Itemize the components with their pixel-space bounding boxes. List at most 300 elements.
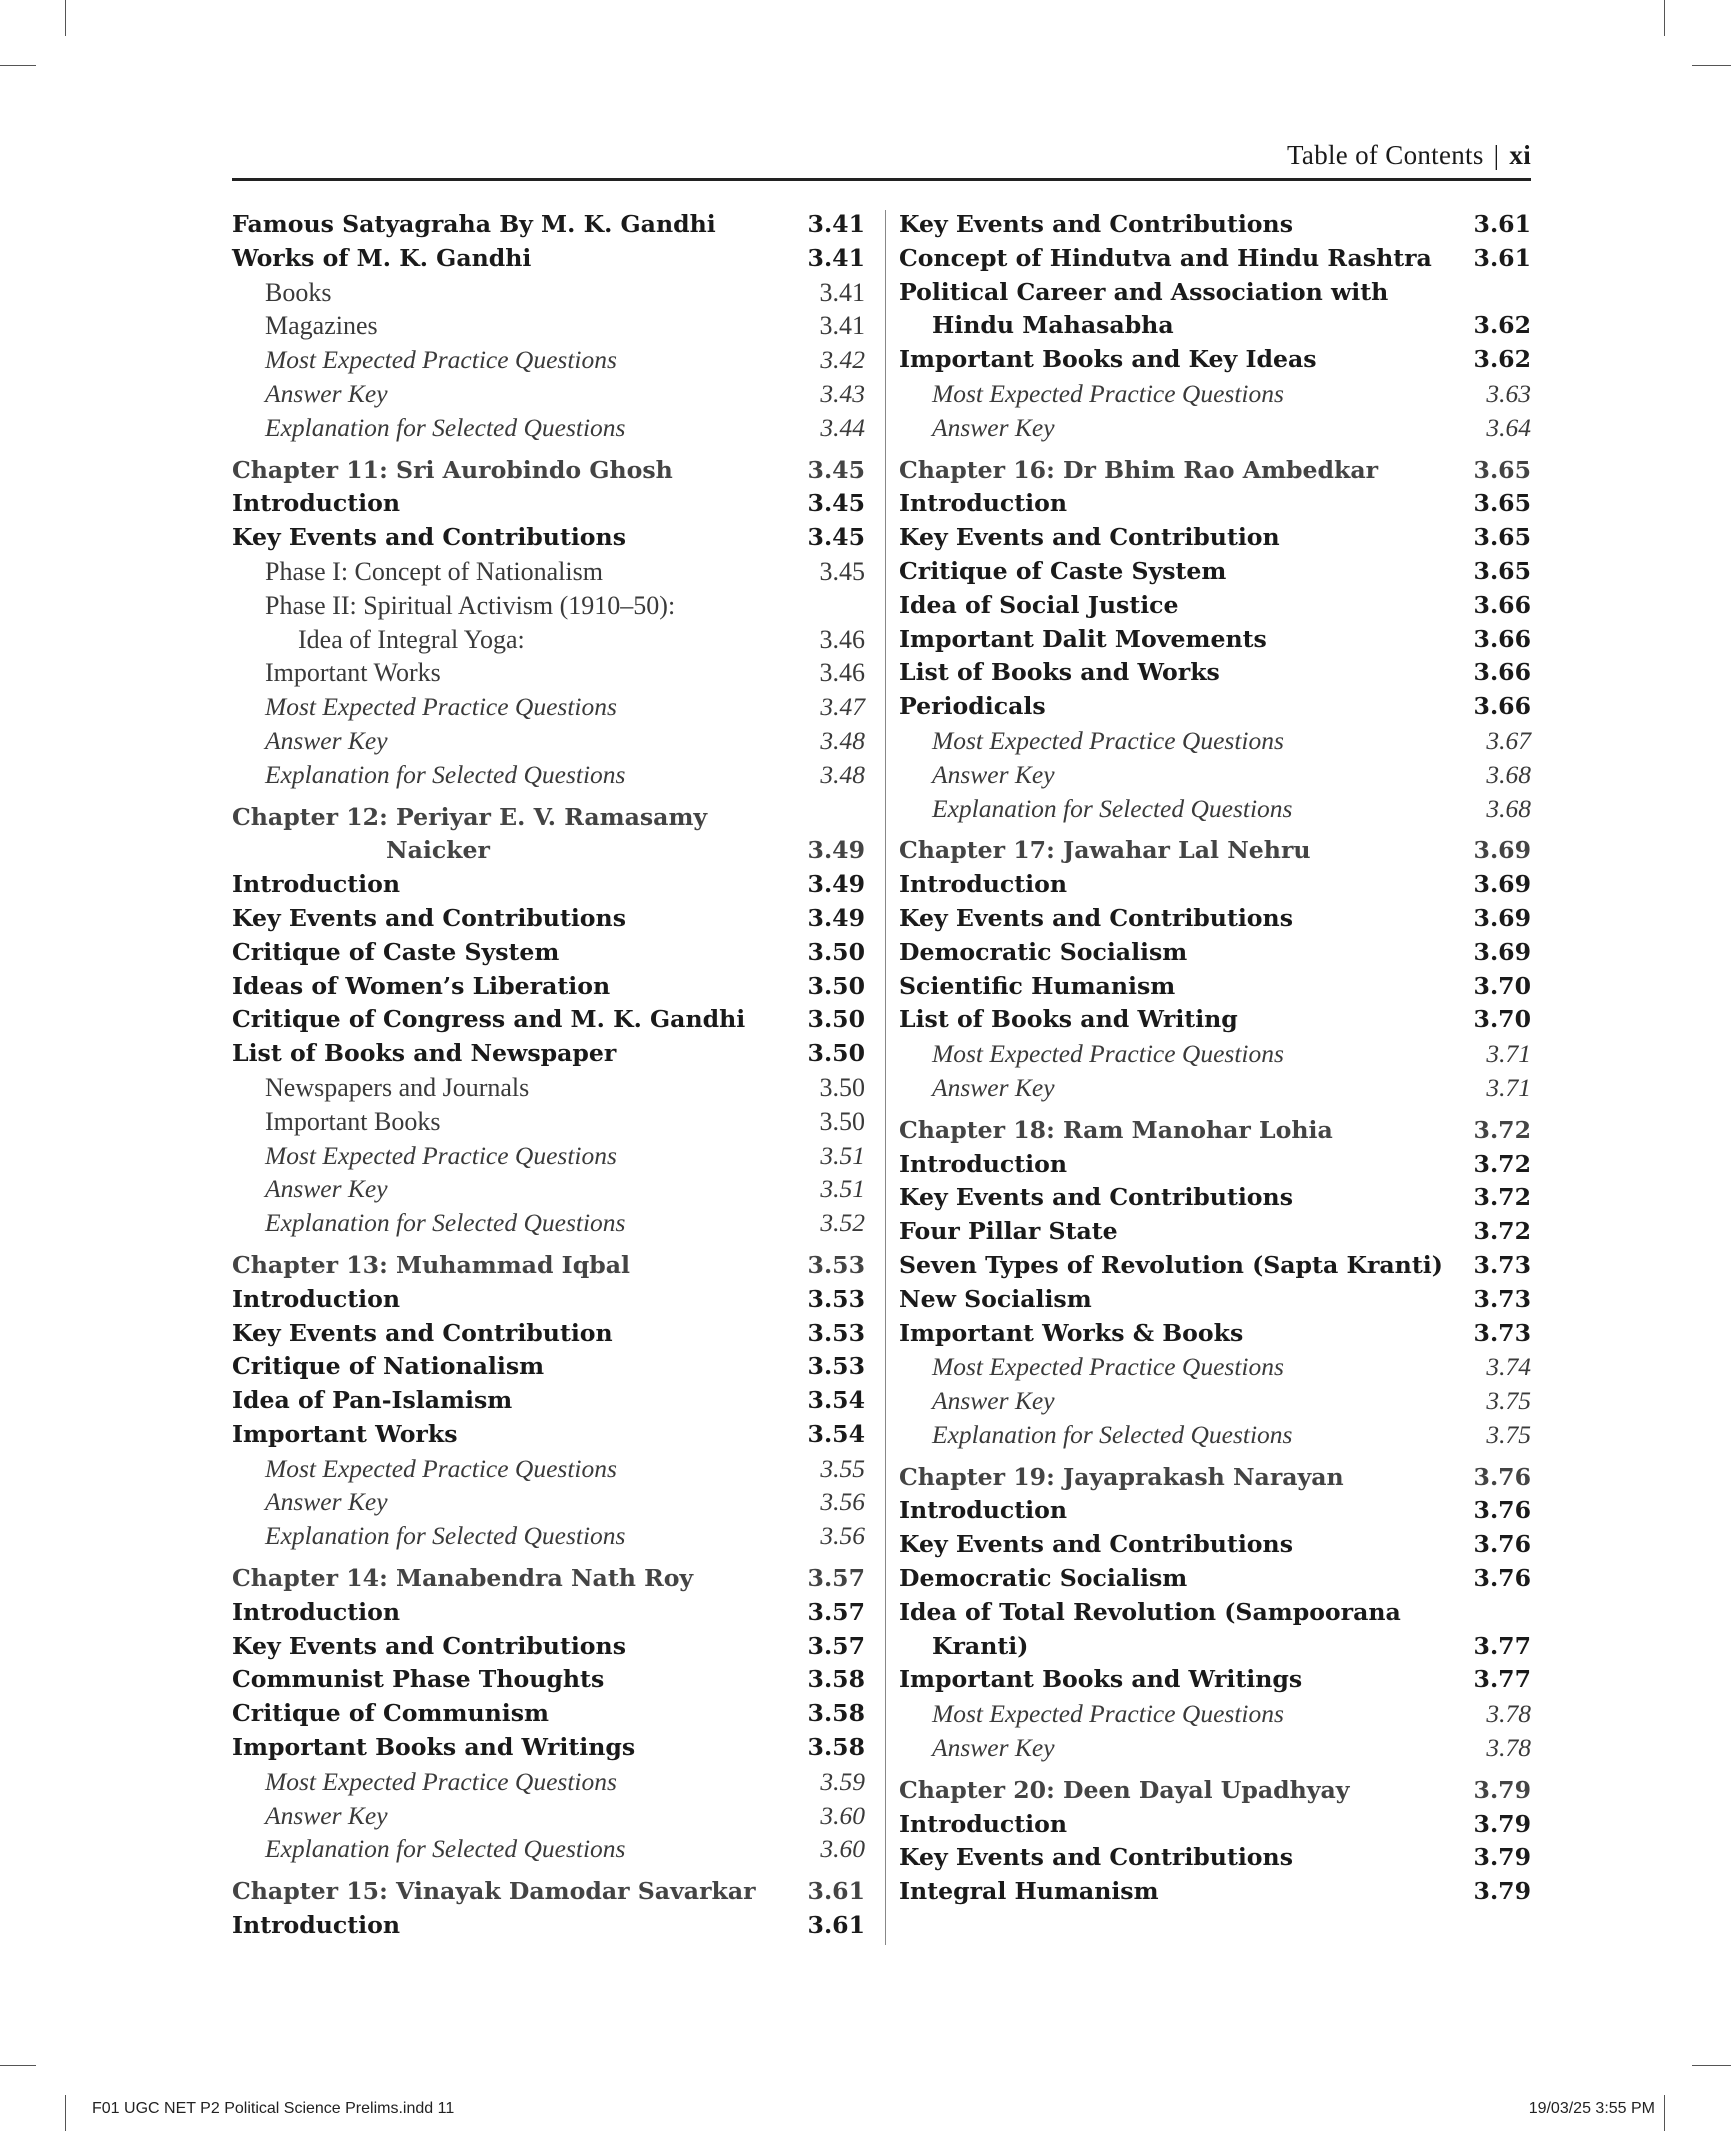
toc-entry	[232, 623, 865, 657]
toc-entry	[232, 1765, 865, 1799]
toc-page-number: 3.65	[1473, 489, 1531, 518]
toc-entry-title: Naicker	[386, 836, 490, 865]
toc-entry	[232, 1731, 865, 1765]
toc-entry	[899, 208, 1531, 242]
toc-entry	[899, 555, 1531, 589]
toc-page-number: 3.58	[807, 1665, 865, 1694]
toc-entry-title: Critique of Caste System	[232, 937, 560, 966]
toc-entry-title: Critique of Caste System	[899, 556, 1227, 585]
toc-entry-title: Chapter 17: Jawahar Lal Nehru	[899, 836, 1311, 865]
toc-entry-title: Introduction	[232, 870, 401, 899]
toc-entry-title: Phase II: Spiritual Activism (1910–50):	[265, 590, 676, 620]
toc-page-number: 3.46	[819, 658, 865, 688]
toc-entry	[232, 1697, 865, 1731]
toc-entry-title: Important Works & Books	[899, 1318, 1244, 1347]
toc-page-number: 3.61	[807, 1911, 865, 1940]
toc-entry-title: Answer Key	[265, 1487, 388, 1517]
toc-entry	[232, 1452, 865, 1486]
toc-entry	[232, 1909, 865, 1943]
toc-entry-title: Key Events and Contributions	[899, 1183, 1293, 1212]
toc-page-number: 3.76	[1473, 1462, 1531, 1491]
toc-page-number: 3.46	[819, 624, 865, 654]
toc-entry-title: Answer Key	[265, 725, 388, 755]
toc-page-number: 3.61	[1473, 243, 1531, 272]
toc-entry	[232, 1172, 865, 1206]
toc-page-number: 3.41	[807, 210, 865, 238]
toc-entry-title: List of Books and Works	[899, 658, 1220, 687]
toc-page-number: 3.79	[1473, 1775, 1531, 1804]
toc-entry-title: Periodicals	[899, 692, 1046, 721]
toc-entry-title: Explanation for Selected Questions	[265, 1521, 626, 1551]
toc-entry	[899, 589, 1531, 623]
toc-page-number: 3.52	[820, 1208, 865, 1238]
toc-left-column	[232, 208, 865, 1943]
toc-entry-title: New Socialism	[899, 1284, 1092, 1313]
toc-entry-title: Answer Key	[932, 759, 1055, 789]
toc-chapter-heading	[232, 454, 865, 488]
toc-page-number: 3.45	[807, 489, 865, 518]
toc-chapter-heading	[899, 1774, 1531, 1808]
toc-entry	[899, 487, 1531, 521]
toc-entry	[899, 1283, 1531, 1317]
toc-entry	[899, 1181, 1531, 1215]
toc-page-number: 3.79	[1473, 1843, 1531, 1872]
toc-page-number: 3.50	[807, 937, 865, 966]
toc-entry	[899, 1731, 1531, 1765]
toc-entry-title: Most Expected Practice Questions	[265, 345, 617, 375]
toc-entry	[899, 343, 1531, 377]
toc-entry-title: Key Events and Contributions	[232, 1631, 626, 1660]
toc-page-number: 3.49	[807, 870, 865, 899]
toc-entry	[232, 589, 865, 623]
toc-page-number: 3.73	[1473, 1284, 1531, 1313]
toc-entry	[899, 656, 1531, 690]
toc-entry	[232, 1071, 865, 1105]
toc-page-number: 3.75	[1486, 1419, 1531, 1449]
toc-page-number: 3.75	[1486, 1386, 1531, 1416]
toc-chapter-heading	[899, 1461, 1531, 1495]
toc-entry-title: Key Events and Contribution	[899, 523, 1280, 552]
toc-entry	[232, 758, 865, 792]
toc-entry-title: Ideas of Women’s Liberation	[232, 971, 611, 1000]
toc-entry	[232, 1003, 865, 1037]
toc-entry-title: Critique of Congress and M. K. Gandhi	[232, 1005, 746, 1034]
toc-page-number: 3.65	[1473, 556, 1531, 585]
toc-page-number: 3.78	[1486, 1699, 1531, 1729]
toc-entry	[899, 521, 1531, 555]
toc-page-number: 3.50	[807, 971, 865, 1000]
toc-entry-title: Political Career and Association with	[899, 277, 1389, 306]
toc-entry-title: Critique of Communism	[232, 1699, 549, 1728]
toc-entry-title: Answer Key	[265, 1800, 388, 1830]
crop-mark	[1664, 2095, 1665, 2131]
toc-entry	[899, 970, 1531, 1004]
toc-page-number: 3.54	[807, 1386, 865, 1415]
toc-entry	[899, 1562, 1531, 1596]
toc-page-number: 3.53	[807, 1284, 865, 1313]
toc-page-number: 3.54	[807, 1419, 865, 1448]
toc-entry-title: Explanation for Selected Questions	[265, 1834, 626, 1864]
toc-page-number: 3.45	[807, 455, 865, 484]
toc-entry	[899, 1317, 1531, 1351]
toc-entry-title: Key Events and Contributions	[232, 523, 626, 552]
header-rule	[232, 178, 1531, 181]
toc-chapter-heading	[899, 834, 1531, 868]
toc-entry-title: Concept of Hindutva and Hindu Rashtra	[899, 243, 1432, 272]
toc-entry-title: Most Expected Practice Questions	[932, 725, 1284, 755]
toc-entry-title: Answer Key	[265, 1174, 388, 1204]
toc-entry	[232, 343, 865, 377]
toc-page-number: 3.51	[820, 1140, 865, 1170]
toc-page-number: 3.47	[820, 692, 865, 722]
toc-page-number: 3.71	[1486, 1072, 1531, 1102]
toc-entry-title: Chapter 18: Ram Manohar Lohia	[899, 1115, 1333, 1144]
toc-page-number: 3.56	[820, 1487, 865, 1517]
toc-entry	[232, 1206, 865, 1240]
toc-entry-title: Books	[265, 277, 332, 307]
toc-entry	[232, 690, 865, 724]
toc-entry	[899, 1148, 1531, 1182]
toc-entry	[232, 1283, 865, 1317]
toc-entry	[232, 1485, 865, 1519]
toc-entry	[232, 1596, 865, 1630]
toc-entry	[899, 276, 1531, 310]
toc-entry-title: Democratic Socialism	[899, 937, 1188, 966]
toc-entry-title: Works of M. K. Gandhi	[232, 243, 532, 272]
toc-entry	[899, 758, 1531, 792]
toc-entry-title: Answer Key	[932, 412, 1055, 442]
toc-entry-title: List of Books and Newspaper	[232, 1039, 617, 1068]
toc-entry	[232, 1384, 865, 1418]
toc-entry-title: Introduction	[232, 1911, 401, 1940]
toc-entry-title: Chapter 15: Vinayak Damodar Savarkar	[232, 1877, 756, 1906]
toc-entry	[232, 1799, 865, 1833]
toc-page-number: 3.69	[1473, 903, 1531, 932]
toc-entry	[899, 1875, 1531, 1909]
toc-entry-title: Important Books and Key Ideas	[899, 345, 1317, 374]
toc-entry	[899, 1808, 1531, 1842]
toc-page-number: 3.48	[820, 725, 865, 755]
toc-page-number: 3.45	[819, 556, 865, 586]
toc-entry	[899, 309, 1531, 343]
toc-page-number: 3.68	[1486, 793, 1531, 823]
toc-entry-title: Scientific Humanism	[899, 971, 1176, 1000]
toc-page-number: 3.61	[807, 1877, 865, 1906]
toc-entry-title: Critique of Nationalism	[232, 1352, 545, 1381]
toc-entry	[232, 936, 865, 970]
toc-entry	[899, 868, 1531, 902]
toc-page-number: 3.58	[807, 1699, 865, 1728]
crop-mark	[1664, 0, 1665, 36]
toc-entry-title: Most Expected Practice Questions	[932, 1352, 1284, 1382]
toc-entry-title: Chapter 20: Deen Dayal Upadhyay	[899, 1775, 1350, 1804]
toc-page-number: 3.69	[1473, 870, 1531, 899]
toc-entry	[899, 1494, 1531, 1528]
toc-page-number: 3.73	[1473, 1250, 1531, 1279]
toc-entry	[899, 1249, 1531, 1283]
toc-entry-title: Key Events and Contributions	[232, 903, 626, 932]
toc-chapter-heading	[232, 1562, 865, 1596]
toc-entry	[232, 411, 865, 445]
toc-page-number: 3.60	[820, 1834, 865, 1864]
toc-entry	[899, 1215, 1531, 1249]
toc-entry	[232, 276, 865, 310]
toc-entry-title: Important Works	[265, 658, 441, 688]
toc-page-number: 3.60	[820, 1800, 865, 1830]
toc-page-number: 3.41	[807, 243, 865, 272]
crop-mark	[0, 65, 36, 66]
toc-entry-title: Chapter 12: Periyar E. V. Ramasamy	[232, 802, 708, 831]
toc-entry-title: Important Works	[232, 1419, 458, 1448]
toc-chapter-heading	[232, 801, 865, 835]
toc-entry	[899, 1841, 1531, 1875]
toc-entry-title: Explanation for Selected Questions	[932, 793, 1293, 823]
toc-page-number: 3.72	[1473, 1115, 1531, 1144]
toc-page-number: 3.45	[807, 523, 865, 552]
toc-entry	[899, 242, 1531, 276]
crop-mark	[0, 2065, 36, 2066]
toc-entry-title: Important Dalit Movements	[899, 624, 1267, 653]
toc-entry-title: Newspapers and Journals	[265, 1072, 530, 1102]
toc-page-number: 3.51	[820, 1174, 865, 1204]
toc-page-number: 3.76	[1473, 1496, 1531, 1525]
toc-entry-title: Most Expected Practice Questions	[265, 692, 617, 722]
toc-entry-title: Key Events and Contributions	[899, 1843, 1293, 1872]
running-head-title: Table of Contents	[1287, 140, 1484, 170]
toc-entry-title: Answer Key	[265, 378, 388, 408]
toc-entry	[899, 724, 1531, 758]
toc-entry	[899, 1384, 1531, 1418]
toc-page-number: 3.66	[1473, 692, 1531, 721]
toc-entry	[899, 792, 1531, 826]
toc-page-number: 3.53	[807, 1318, 865, 1347]
toc-entry-title: Most Expected Practice Questions	[932, 1699, 1284, 1729]
toc-entry-title: Introduction	[899, 489, 1068, 518]
toc-page-number: 3.68	[1486, 759, 1531, 789]
column-divider	[885, 210, 886, 1945]
toc-entry-title: Explanation for Selected Questions	[932, 1419, 1293, 1449]
toc-entry	[232, 656, 865, 690]
toc-page-number: 3.41	[819, 311, 865, 341]
toc-page-number: 3.50	[819, 1106, 865, 1136]
toc-page-number: 3.65	[1473, 455, 1531, 484]
toc-page-number: 3.79	[1473, 1877, 1531, 1906]
toc-entry-title: Idea of Integral Yoga:	[298, 624, 525, 654]
toc-entry-title: Answer Key	[932, 1386, 1055, 1416]
toc-entry-title: Integral Humanism	[899, 1877, 1159, 1906]
toc-chapter-heading	[232, 1249, 865, 1283]
toc-page-number: 3.70	[1473, 1005, 1531, 1034]
toc-entry-title: List of Books and Writing	[899, 1005, 1238, 1034]
toc-entry-title: Famous Satyagraha By M. K. Gandhi	[232, 210, 716, 238]
toc-entry	[232, 970, 865, 1004]
crop-mark	[1692, 2065, 1731, 2066]
toc-entry-title: Introduction	[899, 1149, 1068, 1178]
toc-entry	[232, 868, 865, 902]
toc-entry-title: Most Expected Practice Questions	[265, 1766, 617, 1796]
toc-page-number: 3.58	[807, 1733, 865, 1762]
toc-entry	[232, 1139, 865, 1173]
toc-entry-title: Idea of Total Revolution (Sampoorana	[899, 1597, 1401, 1626]
toc-entry-title: Chapter 11: Sri Aurobindo Ghosh	[232, 455, 673, 484]
toc-entry	[232, 1317, 865, 1351]
toc-entry	[899, 936, 1531, 970]
toc-entry-title: Magazines	[265, 311, 378, 341]
toc-page-number: 3.65	[1473, 523, 1531, 552]
toc-page-number: 3.53	[807, 1250, 865, 1279]
toc-entry-title: Introduction	[899, 870, 1068, 899]
toc-entry	[232, 1350, 865, 1384]
toc-entry	[899, 1071, 1531, 1105]
toc-page-number: 3.48	[820, 759, 865, 789]
toc-entry-title: Most Expected Practice Questions	[932, 1039, 1284, 1069]
toc-page-number: 3.66	[1473, 624, 1531, 653]
toc-entry-title: Communist Phase Thoughts	[232, 1665, 605, 1694]
toc-entry	[232, 1105, 865, 1139]
toc-entry	[232, 724, 865, 758]
toc-entry	[232, 1037, 865, 1071]
toc-entry-title: Introduction	[899, 1496, 1068, 1525]
toc-page-number: 3.63	[1486, 378, 1531, 408]
toc-page-number: 3.72	[1473, 1183, 1531, 1212]
toc-entry-title: Most Expected Practice Questions	[932, 378, 1284, 408]
toc-entry-title: Idea of Pan-Islamism	[232, 1386, 513, 1415]
toc-page-number: 3.55	[820, 1453, 865, 1483]
toc-entry	[899, 623, 1531, 657]
toc-page-number: 3.42	[820, 345, 865, 375]
toc-page-number: 3.53	[807, 1352, 865, 1381]
toc-entry-title: Key Events and Contributions	[899, 1530, 1293, 1559]
toc-entry	[232, 1519, 865, 1553]
toc-entry-title: Important Books	[265, 1106, 441, 1136]
toc-page-number: 3.71	[1486, 1039, 1531, 1069]
toc-entry-title: Key Events and Contributions	[899, 210, 1293, 238]
running-head-separator: |	[1493, 140, 1500, 170]
toc-entry-title: Key Events and Contributions	[899, 903, 1293, 932]
toc-entry	[899, 1596, 1531, 1630]
toc-entry	[899, 1663, 1531, 1697]
toc-entry	[232, 309, 865, 343]
toc-entry-title: Most Expected Practice Questions	[265, 1453, 617, 1483]
toc-page-number: 3.50	[819, 1072, 865, 1102]
toc-entry	[232, 902, 865, 936]
toc-entry	[899, 690, 1531, 724]
toc-entry-title: Important Books and Writings	[232, 1733, 636, 1762]
toc-page-number: 3.57	[807, 1564, 865, 1593]
toc-entry-title: Four Pillar State	[899, 1217, 1118, 1246]
toc-page-number: 3.66	[1473, 590, 1531, 619]
toc-chapter-heading	[899, 1114, 1531, 1148]
toc-page-number: 3.49	[807, 903, 865, 932]
toc-entry	[232, 1832, 865, 1866]
toc-page-number: 3.72	[1473, 1149, 1531, 1178]
toc-entry	[899, 1350, 1531, 1384]
toc-entry	[899, 411, 1531, 445]
toc-entry-title: Chapter 16: Dr Bhim Rao Ambedkar	[899, 455, 1379, 484]
crop-mark	[65, 2095, 66, 2131]
toc-page-number: 3.59	[820, 1766, 865, 1796]
toc-entry	[232, 555, 865, 589]
toc-page-number: 3.67	[1486, 725, 1531, 755]
toc-entry-title: Chapter 19: Jayaprakash Narayan	[899, 1462, 1344, 1491]
toc-entry-title: Important Books and Writings	[899, 1665, 1303, 1694]
toc-entry	[232, 1418, 865, 1452]
toc-page-number: 3.57	[807, 1631, 865, 1660]
toc-entry	[232, 208, 865, 242]
toc-page-number: 3.70	[1473, 971, 1531, 1000]
toc-entry	[232, 1630, 865, 1664]
toc-page-number: 3.62	[1473, 345, 1531, 374]
toc-page-number: 3.77	[1473, 1631, 1531, 1660]
toc-page-number: 3.50	[807, 1005, 865, 1034]
toc-entry	[899, 1418, 1531, 1452]
toc-page-number: 3.44	[820, 412, 865, 442]
toc-entry-title: Explanation for Selected Questions	[265, 412, 626, 442]
toc-entry-title: Chapter 13: Muhammad Iqbal	[232, 1250, 630, 1279]
toc-entry	[899, 1630, 1531, 1664]
toc-entry-title: Hindu Mahasabha	[932, 311, 1174, 340]
toc-entry	[899, 1003, 1531, 1037]
toc-entry-title: Answer Key	[932, 1733, 1055, 1763]
toc-page-number: 3.69	[1473, 937, 1531, 966]
toc-entry	[899, 902, 1531, 936]
toc-entry	[232, 377, 865, 411]
toc-page-number: 3.56	[820, 1521, 865, 1551]
running-head-page-number: xi	[1509, 140, 1531, 170]
toc-entry	[899, 1528, 1531, 1562]
toc-page-number: 3.66	[1473, 658, 1531, 687]
toc-page-number: 3.78	[1486, 1733, 1531, 1763]
toc-right-column	[899, 208, 1531, 1909]
toc-page-number: 3.77	[1473, 1665, 1531, 1694]
toc-entry	[899, 377, 1531, 411]
toc-chapter-heading	[232, 1875, 865, 1909]
toc-page-number: 3.69	[1473, 836, 1531, 865]
toc-entry	[232, 1663, 865, 1697]
toc-page-number: 3.76	[1473, 1530, 1531, 1559]
toc-page-number: 3.61	[1473, 210, 1531, 238]
toc-entry	[899, 1697, 1531, 1731]
toc-entry-title: Answer Key	[932, 1072, 1055, 1102]
toc-entry-title: Democratic Socialism	[899, 1564, 1188, 1593]
toc-entry	[899, 1037, 1531, 1071]
toc-chapter-heading	[232, 834, 865, 868]
toc-entry-title: Most Expected Practice Questions	[265, 1140, 617, 1170]
toc-page-number: 3.74	[1486, 1352, 1531, 1382]
toc-entry-title: Idea of Social Justice	[899, 590, 1179, 619]
crop-mark	[65, 0, 66, 36]
toc-page-number: 3.57	[807, 1597, 865, 1626]
toc-entry-title: Explanation for Selected Questions	[265, 1208, 626, 1238]
toc-entry-title: Explanation for Selected Questions	[265, 759, 626, 789]
toc-entry-title: Seven Types of Revolution (Sapta Kranti)	[899, 1250, 1443, 1279]
toc-page-number: 3.43	[820, 378, 865, 408]
toc-page-number: 3.49	[807, 836, 865, 865]
running-head	[232, 140, 1531, 178]
toc-entry-title: Introduction	[232, 1284, 401, 1313]
toc-entry-title: Key Events and Contribution	[232, 1318, 613, 1347]
footer-file: F01 UGC NET P2 Political Science Prelims.indd 11	[92, 2100, 455, 2117]
crop-mark	[1692, 65, 1731, 66]
toc-page-number: 3.62	[1473, 311, 1531, 340]
toc-entry	[232, 521, 865, 555]
toc-page-number: 3.64	[1486, 412, 1531, 442]
toc-entry-title: Introduction	[232, 489, 401, 518]
toc-entry-title: Kranti)	[932, 1631, 1029, 1660]
footer-timestamp: 19/03/25 3:55 PM	[1528, 2100, 1655, 2117]
toc-page-number: 3.76	[1473, 1564, 1531, 1593]
toc-entry	[232, 487, 865, 521]
